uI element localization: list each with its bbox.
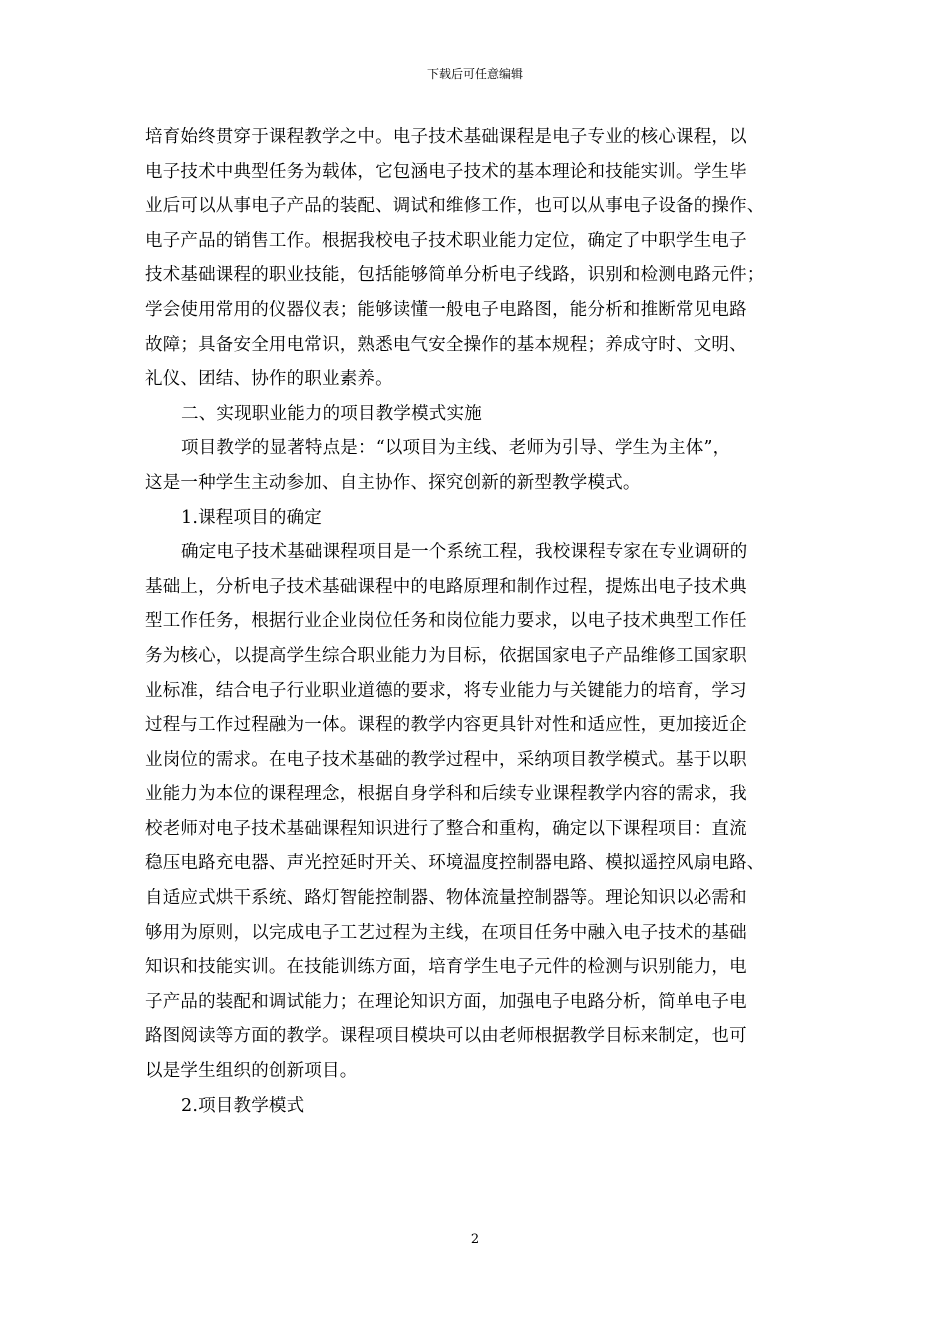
text-line: 这是一种学生主动参加、自主协作、探究创新的新型教学模式。 [145,472,641,493]
text-line: 务为核心，以提高学生综合职业能力为目标，依据国家电子产品维修工国家职 [145,645,747,666]
text-line: 故障；具备安全用电常识，熟悉电气安全操作的基本规程；养成守时、文明、 [145,334,747,355]
text-line: 礼仪、团结、协作的职业素养。 [145,369,393,390]
text-line: 培育始终贯穿于课程教学之中。电子技术基础课程是电子专业的核心课程，以 [145,127,747,147]
text-line: 项目教学的显著特点是：“以项目为主线、老师为引导、学生为主体”， [181,438,731,459]
text-line: 学会使用常用的仪器仪表；能够读懂一般电子电路图，能分析和推断常见电路 [145,299,747,320]
text-line: 稳压电路充电器、声光控延时开关、环境温度控制器电路、模拟遥控风扇电路、 [145,853,765,874]
document-body [145,120,815,1123]
text-line: 技术基础课程的职业技能，包括能够简单分析电子线路，识别和检测电路元件； [145,265,765,286]
text-line: 电子产品的销售工作。根据我校电子技术职业能力定位，确定了中职学生电子 [145,230,747,251]
text-line: 过程与工作过程融为一体。课程的教学内容更具针对性和适应性，更加接近企 [145,715,747,736]
text-line: 确定电子技术基础课程项目是一个系统工程，我校课程专家在专业调研的 [181,542,748,563]
text-line: 电子技术中典型任务为载体，它包涵电子技术的基本理论和技能实训。学生毕 [145,161,747,182]
text-line: 够用为原则，以完成电子工艺过程为主线，在项目任务中融入电子技术的基础 [145,922,747,943]
text-line: 1.课程项目的确定 [181,507,322,528]
text-line: 业标准，结合电子行业职业道德的要求，将专业能力与关键能力的培育，学习 [145,680,747,701]
text-line: 2.项目教学模式 [181,1095,305,1116]
text-line: 业能力为本位的课程理念，根据自身学科和后续专业课程教学内容的需求，我 [145,784,747,805]
text-line: 二、实现职业能力的项目教学模式实施 [181,403,482,424]
text-line: 知识和技能实训。在技能训练方面，培育学生电子元件的检测与识别能力，电 [145,957,747,978]
text-line: 业岗位的需求。在电子技术基础的教学过程中，采纳项目教学模式。基于以职 [145,749,747,770]
page-header: 下载后可任意编辑 [426,67,523,81]
page-number: 2 [470,1232,480,1247]
text-line: 子产品的装配和调试能力；在理论知识方面，加强电子电路分析，简单电子电 [145,991,747,1012]
text-line: 业后可以从事电子产品的装配、调试和维修工作，也可以从事电子设备的操作、 [145,196,765,217]
text-line: 基础上，分析电子技术基础课程中的电路原理和制作过程，提炼出电子技术典 [145,576,747,597]
text-line: 以是学生组织的创新项目。 [145,1061,358,1082]
text-line: 型工作任务，根据行业企业岗位任务和岗位能力要求，以电子技术典型工作任 [145,611,747,632]
text-line: 校老师对电子技术基础课程知识进行了整合和重构，确定以下课程项目：直流 [145,818,747,839]
text-line: 路图阅读等方面的教学。课程项目模块可以由老师根据教学目标来制定，也可 [145,1026,747,1047]
text-line: 自适应式烘干系统、路灯智能控制器、物体流量控制器等。理论知识以必需和 [145,888,747,909]
